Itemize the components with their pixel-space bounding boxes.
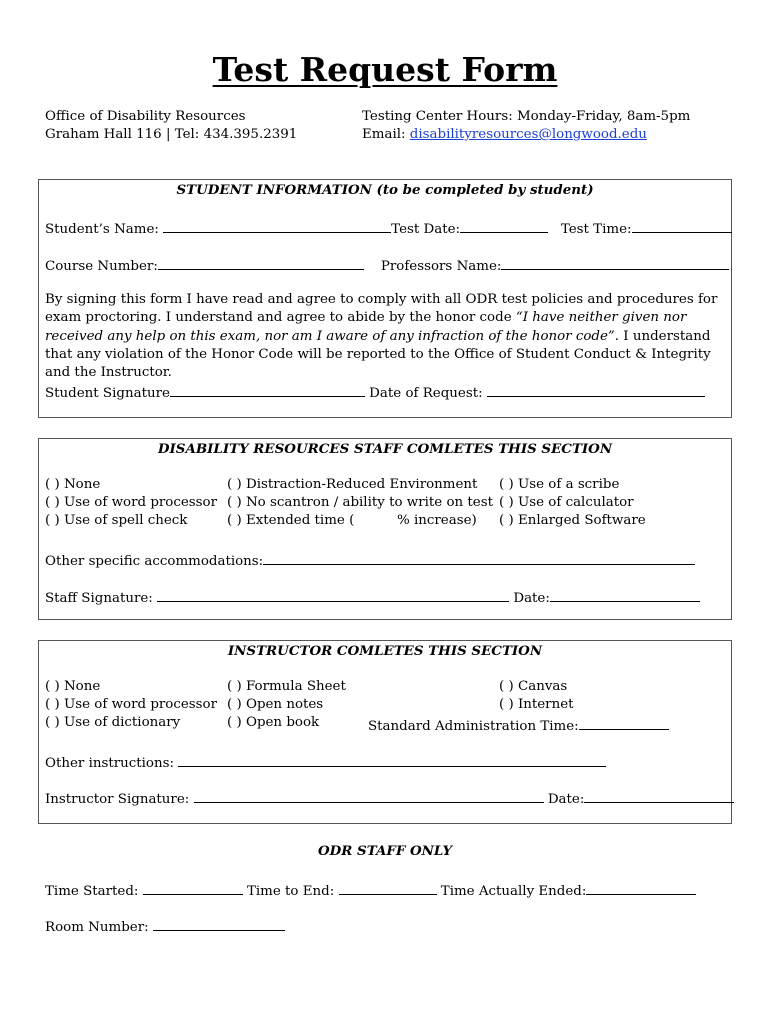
room-number-label: Room Number: xyxy=(45,920,149,935)
staff-option-extended-time-percent: % increase) xyxy=(397,513,477,528)
instructor-option-dictionary[interactable]: ( ) Use of dictionary xyxy=(45,715,181,730)
staff-option-none[interactable]: ( ) None xyxy=(45,477,101,492)
admin-time-field[interactable] xyxy=(579,715,669,730)
room-number-field[interactable] xyxy=(153,916,285,931)
instructor-signature-row xyxy=(45,788,734,807)
email-link[interactable]: disabilityresources@longwood.edu xyxy=(409,127,647,142)
student-name-row xyxy=(45,218,732,237)
test-time-label: Test Time: xyxy=(560,222,632,237)
request-date-field[interactable] xyxy=(487,382,705,397)
request-date-label: Date of Request: xyxy=(369,386,483,401)
student-signature-label: Student Signature xyxy=(45,386,170,401)
honor-code-quote: “I have neither given nor received any help on this exam, nor am I aware of any infraction of the honor code”. xyxy=(45,310,687,344)
test-time-field[interactable] xyxy=(632,218,732,233)
admin-time-label: Standard Administration Time: xyxy=(368,719,579,734)
agreement-text xyxy=(45,291,725,382)
instructor-option-none[interactable]: ( ) None xyxy=(45,679,101,694)
agreement-part-2: I understand that any violation of the Honor Code will be reported to the Office of Student Conduct & Integrity and the Instructor. xyxy=(45,328,711,381)
student-name-field[interactable] xyxy=(163,218,391,233)
office-name: Office of Disability Resources xyxy=(45,109,246,124)
course-number-field[interactable] xyxy=(158,255,364,270)
other-instructions-field[interactable] xyxy=(178,752,606,767)
test-date-label: Test Date: xyxy=(391,222,461,237)
student-name-label: Student’s Name: xyxy=(45,222,159,237)
staff-date-field[interactable] xyxy=(550,587,700,602)
testing-hours: Testing Center Hours: Monday-Friday, 8am-5pm xyxy=(362,109,691,124)
staff-signature-label: Staff Signature: xyxy=(45,591,153,606)
odr-title: ODR STAFF ONLY xyxy=(317,843,453,859)
instructor-date-label: Date: xyxy=(547,792,585,807)
email-label: Email: xyxy=(362,127,410,142)
other-accommodations-row xyxy=(45,550,695,569)
instructor-section-title: INSTRUCTOR COMLETES THIS SECTION xyxy=(227,643,543,659)
student-signature-field[interactable] xyxy=(170,382,365,397)
other-accommodations-field[interactable] xyxy=(263,550,695,565)
staff-signature-row xyxy=(45,587,700,606)
test-date-field[interactable] xyxy=(460,218,548,233)
staff-date-label: Date: xyxy=(513,591,550,606)
staff-option-scribe[interactable]: ( ) Use of a scribe xyxy=(499,477,620,492)
other-accommodations-label: Other specific accommodations: xyxy=(45,554,264,569)
email-line xyxy=(362,127,647,142)
staff-option-spell-check[interactable]: ( ) Use of spell check xyxy=(45,513,188,528)
student-signature-row xyxy=(45,382,705,401)
staff-option-enlarged-software[interactable]: ( ) Enlarged Software xyxy=(499,513,646,528)
time-to-end-label: Time to End: xyxy=(246,884,335,899)
course-number-label: Course Number: xyxy=(45,259,158,274)
time-ended-label: Time Actually Ended: xyxy=(440,884,587,899)
instructor-signature-field[interactable] xyxy=(194,788,544,803)
staff-section-title: DISABILITY RESOURCES STAFF COMLETES THIS SECTION xyxy=(157,441,613,457)
other-instructions-label: Other instructions: xyxy=(45,756,174,771)
instructor-option-open-book[interactable]: ( ) Open book xyxy=(227,715,320,730)
staff-option-word-processor[interactable]: ( ) Use of word processor xyxy=(45,495,217,510)
staff-option-calculator[interactable]: ( ) Use of calculator xyxy=(499,495,634,510)
staff-signature-field[interactable] xyxy=(157,587,509,602)
agreement-part-1: By signing this form I have read and agree to comply with all ODR test policies and procedures for exam proctoring. I understand and agree to abide by the honor code xyxy=(45,292,718,326)
instructor-signature-label: Instructor Signature: xyxy=(45,792,190,807)
instructor-option-internet[interactable]: ( ) Internet xyxy=(499,697,574,712)
instructor-option-canvas[interactable]: ( ) Canvas xyxy=(499,679,568,694)
student-section-title: STUDENT INFORMATION (to be completed by student) xyxy=(176,182,594,198)
page-title: Test Request Form xyxy=(212,50,558,89)
instructor-date-field[interactable] xyxy=(584,788,734,803)
instructor-option-formula-sheet[interactable]: ( ) Formula Sheet xyxy=(227,679,346,694)
professor-name-field[interactable] xyxy=(501,255,729,270)
time-started-field[interactable] xyxy=(143,880,243,895)
instructor-option-word-processor[interactable]: ( ) Use of word processor xyxy=(45,697,217,712)
room-number-row xyxy=(45,916,285,935)
time-started-label: Time Started: xyxy=(45,884,139,899)
other-instructions-row xyxy=(45,752,606,771)
office-address: Graham Hall 116 | Tel: 434.395.2391 xyxy=(45,127,298,142)
course-row xyxy=(45,255,729,274)
admin-time-row xyxy=(368,715,669,734)
instructor-option-open-notes[interactable]: ( ) Open notes xyxy=(227,697,324,712)
professor-name-label: Professors Name: xyxy=(380,259,502,274)
staff-option-no-scantron[interactable]: ( ) No scantron / ability to write on test xyxy=(227,495,493,510)
staff-option-extended-time[interactable]: ( ) Extended time ( xyxy=(227,513,355,528)
odr-times-row xyxy=(45,880,696,899)
time-to-end-field[interactable] xyxy=(339,880,437,895)
staff-option-distraction-reduced[interactable]: ( ) Distraction-Reduced Environment xyxy=(227,477,478,492)
time-ended-field[interactable] xyxy=(586,880,696,895)
